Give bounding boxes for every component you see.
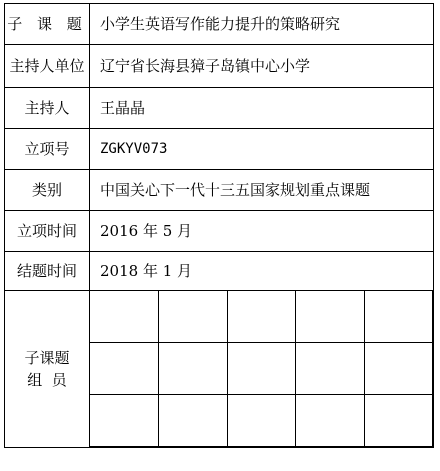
table-row <box>5 252 434 291</box>
members-label-line1: 子课题 <box>24 349 70 367</box>
table-row <box>5 291 434 448</box>
project-info-table <box>4 3 434 448</box>
member-slot <box>90 395 159 447</box>
member-slot <box>159 343 228 395</box>
members-label <box>5 291 90 448</box>
member-slot <box>296 343 365 395</box>
member-slot <box>364 291 433 343</box>
member-slot <box>90 291 159 343</box>
member-slot <box>159 395 228 447</box>
table-row <box>5 129 434 170</box>
members-label-text <box>24 347 69 391</box>
end-date-value: 2018 年 1 月 <box>90 252 434 291</box>
category-value: 中国关心下一代十三五国家规划重点课题 <box>90 170 434 211</box>
table-row <box>5 88 434 129</box>
member-slot <box>90 343 159 395</box>
end-date-label: 结题时间 <box>5 252 90 291</box>
project-info-sheet <box>4 3 434 448</box>
member-slot <box>159 291 228 343</box>
member-slot <box>364 343 433 395</box>
table-row <box>5 45 434 88</box>
start-date-label: 立项时间 <box>5 211 90 252</box>
table-row <box>5 170 434 211</box>
members-grid-row <box>90 291 433 343</box>
member-slot <box>227 291 296 343</box>
member-slot <box>227 343 296 395</box>
subtopic-label: 子 课 题 <box>5 4 90 45</box>
member-slot <box>296 291 365 343</box>
table-row <box>5 4 434 45</box>
members-grid-row <box>90 395 433 447</box>
category-label: 类别 <box>5 170 90 211</box>
members-grid <box>90 291 433 447</box>
member-slot <box>364 395 433 447</box>
subtopic-value: 小学生英语写作能力提升的策略研究 <box>90 4 434 45</box>
host-label: 主持人 <box>5 88 90 129</box>
members-grid-cell <box>90 291 434 448</box>
table-row <box>5 211 434 252</box>
host-value: 王晶晶 <box>90 88 434 129</box>
member-slot <box>296 395 365 447</box>
host-unit-value: 辽宁省长海县獐子岛镇中心小学 <box>90 45 434 88</box>
members-label-line2: 组 员 <box>27 371 67 389</box>
host-unit-label: 主持人单位 <box>5 45 90 88</box>
member-slot <box>227 395 296 447</box>
project-number-label: 立项号 <box>5 129 90 170</box>
members-grid-row <box>90 343 433 395</box>
project-number-value: ZGKYV073 <box>90 129 434 170</box>
start-date-value: 2016 年 5 月 <box>90 211 434 252</box>
